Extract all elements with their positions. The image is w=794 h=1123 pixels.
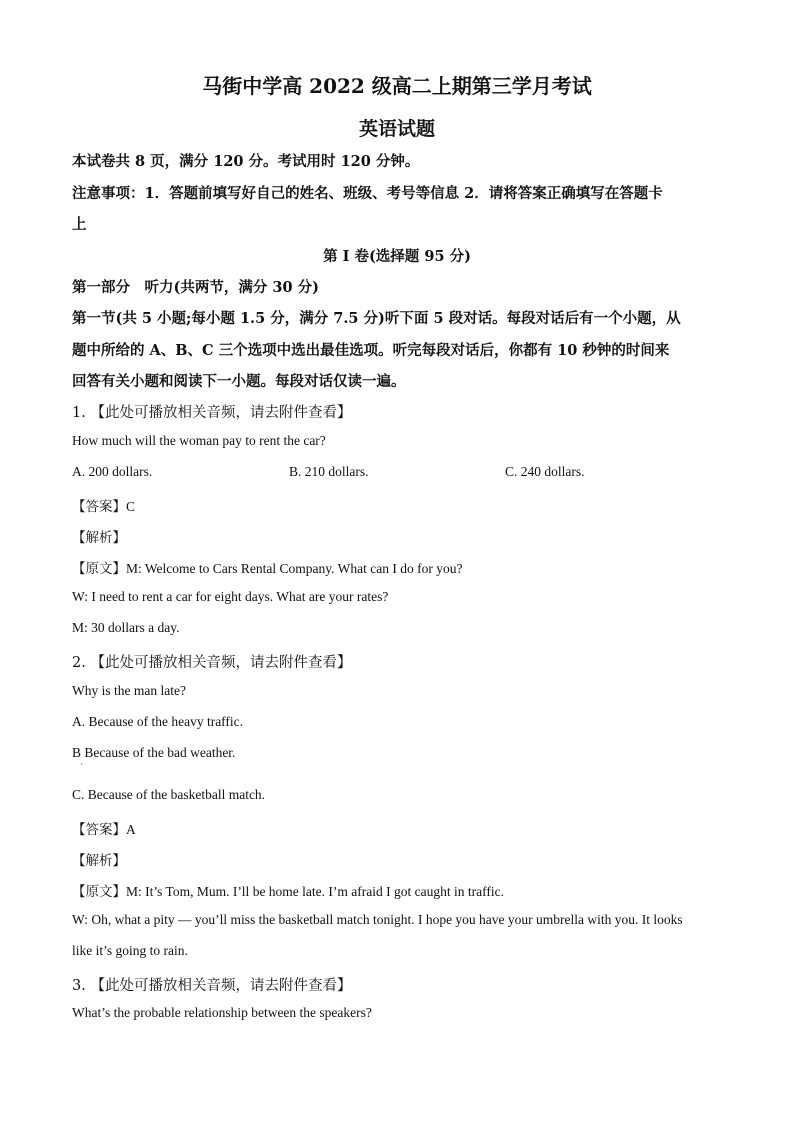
question-1-header: 1. 【此处可播放相关音频，请去附件查看】 xyxy=(72,405,352,421)
transcript-text: M: Welcome to Cars Rental Company. What can I do for you? xyxy=(126,561,463,576)
original-tag: 【原文】 xyxy=(72,561,126,577)
transcript-text: M: It’s Tom, Mum. I’ll be home late. I’m afraid I got caught in traffic. xyxy=(126,884,504,899)
question-2-header: 2. 【此处可播放相关音频，请去附件查看】 xyxy=(72,655,352,671)
answer-value: C xyxy=(126,499,136,514)
question-2-answer xyxy=(72,818,136,838)
question-1-transcript-1 xyxy=(72,557,462,577)
question-2-option-a: A. Because of the heavy traffic. xyxy=(72,714,244,729)
answer-tag: 【答案】 xyxy=(72,822,126,838)
question-1-option-b: B. 210 dollars. xyxy=(289,464,369,479)
question-2-analysis-tag: 【解析】 xyxy=(72,853,126,869)
question-1-transcript-2: W: I need to rent a car for eight days. What are your rates? xyxy=(72,589,389,604)
question-3-text: What’s the probable relationship between the speakers? xyxy=(72,1005,372,1020)
question-2-transcript-3: like it’s going to rain. xyxy=(72,943,188,958)
section-instructions-3: 回答有关小题和阅读下一小题。每段对话仅读一遍。 xyxy=(72,373,406,390)
notice-line-1: 注意事项：1．答题前填写好自己的姓名、班级、考号等信息 2．请将答案正确填写在答题卡 xyxy=(72,185,663,202)
volume-heading: 第 I 卷(选择题 95 分) xyxy=(323,248,471,265)
question-2-transcript-1 xyxy=(72,880,504,900)
question-2-option-b: B Because of the bad weather. xyxy=(72,745,236,760)
section-instructions-1: 第一节(共 5 小题;每小题 1.5 分，满分 7.5 分)听下面 5 段对话。每段对话后有一个小题，从 xyxy=(72,310,681,327)
question-1-transcript-3: M: 30 dollars a day. xyxy=(72,620,180,635)
question-1-text: How much will the woman pay to rent the car? xyxy=(72,433,326,448)
exam-info: 本试卷共 8 页，满分 120 分。考试用时 120 分钟。 xyxy=(72,153,420,170)
original-tag: 【原文】 xyxy=(72,884,126,900)
answer-tag: 【答案】 xyxy=(72,499,126,515)
stray-dot: · xyxy=(80,760,83,769)
question-2-text: Why is the man late? xyxy=(72,683,186,698)
question-1-option-c: C. 240 dollars. xyxy=(505,464,585,479)
question-2-transcript-2: W: Oh, what a pity — you’ll miss the basketball match tonight. I hope you have your umbrella with you. It looks xyxy=(72,912,683,927)
exam-title: 马街中学高 2022 级高二上期第三学月考试 xyxy=(202,74,592,98)
exam-subtitle: 英语试题 xyxy=(358,118,435,140)
notice-line-2: 上 xyxy=(72,216,87,233)
part-heading: 第一部分 听力(共两节，满分 30 分) xyxy=(72,279,319,296)
question-1-answer xyxy=(72,495,135,515)
question-2-option-c: C. Because of the basketball match. xyxy=(72,787,266,802)
question-1-option-a: A. 200 dollars. xyxy=(72,464,153,479)
answer-value: A xyxy=(126,822,136,837)
question-3-header: 3. 【此处可播放相关音频，请去附件查看】 xyxy=(72,978,352,994)
section-instructions-2: 题中所给的 A、B、C 三个选项中选出最佳选项。听完每段对话后，你都有 10 秒钟的时间来 xyxy=(72,342,670,359)
question-1-analysis-tag: 【解析】 xyxy=(72,530,126,546)
